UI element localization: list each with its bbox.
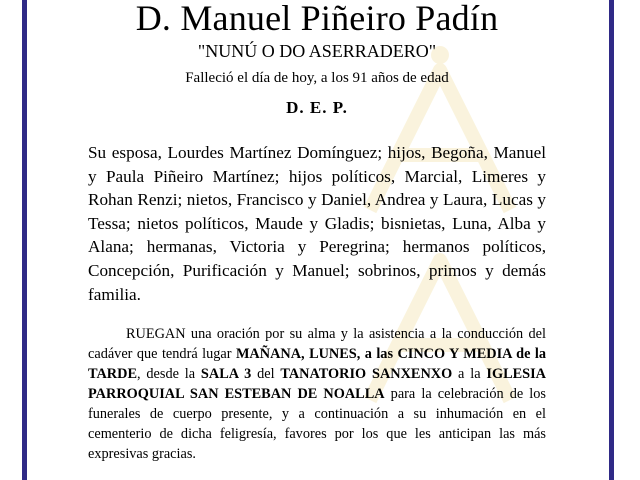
church-name: IGLESIA PARROQUIAL SAN ESTEBAN DE NOALLA — [88, 366, 546, 403]
left-border-bar — [22, 0, 27, 480]
funeral-room: SALA 3 — [200, 366, 252, 383]
family-paragraph: Su esposa, Lourdes Martínez Domínguez; hijos, Begoña, Manuel y Paula Piñeiro Martínez; hijos políticos, Marcial, Limeres y Rohan Renzi; nietos, Francisco y Daniel, Andrea y Laura, Lucas y Tessa; nietos políticos, Maude y Gladis; bisnietas, Luna, Alba y Alana; hermanas, Victoria y Peregrina; hermanos políticos, Concepción, Purificación y Manuel; sobrinos, primos y demás familia. — [88, 143, 546, 304]
request-text-2: , desde la — [137, 366, 201, 383]
right-border-bar — [609, 0, 614, 480]
funeral-home-name: TANATORIO SANXENXO — [280, 366, 453, 383]
funeral-day-time: MAÑANA, LUNES, a las CINCO Y MEDIA de la TARDE — [88, 346, 546, 383]
request-paragraph — [88, 324, 546, 464]
request-text-3: del — [251, 366, 281, 383]
death-announcement: Falleció el día de hoy, a los 91 años de edad — [185, 70, 449, 86]
deceased-name: D. Manuel Piñeiro Padín — [135, 0, 499, 38]
deceased-nickname: "NUNÚ O DO ASERRADERO" — [197, 41, 437, 61]
request-text-1: RUEGAN una oración por su alma y la asistencia a la conducción del cadáver que tendrá lugar — [88, 326, 546, 363]
request-text-4: a la — [452, 366, 487, 383]
request-text-5: para la celebración de los funerales de cuerpo presente, y a continuación a su inhumación en el cementerio de dicha feligresía, favores por los que les anticipan las más expresivas gracias. — [88, 386, 546, 463]
dep-abbreviation: D. E. P. — [286, 98, 348, 117]
obituary-content — [88, 0, 546, 464]
